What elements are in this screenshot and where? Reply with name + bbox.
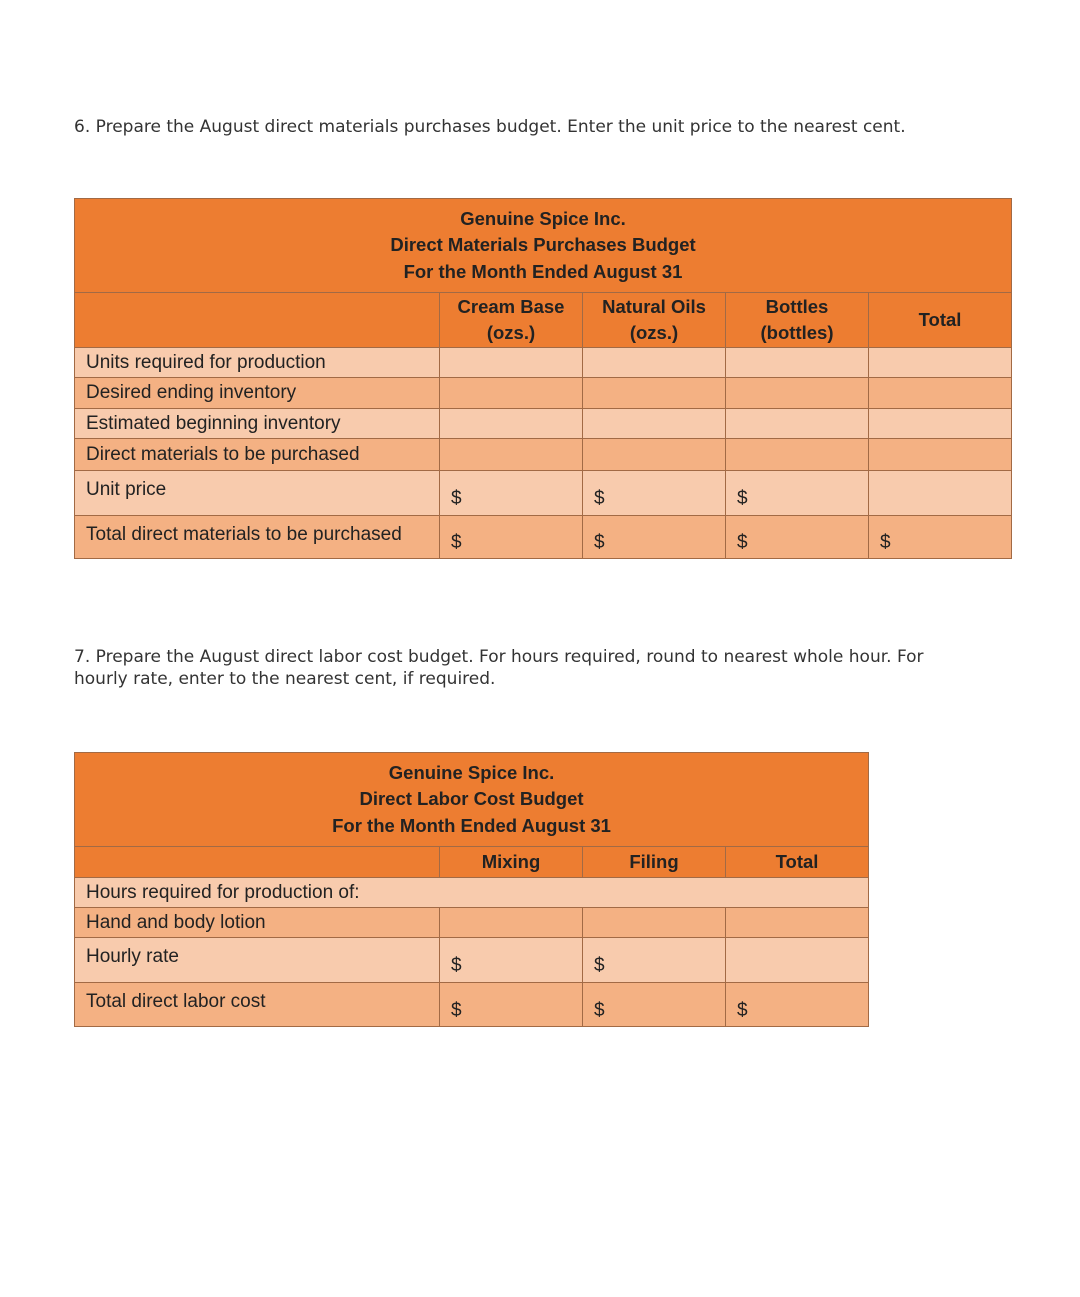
row-label-hand-body-lotion: Hand and body lotion bbox=[75, 908, 440, 938]
total-hourly-rate-input[interactable] bbox=[726, 938, 869, 983]
row-label-hourly-rate: Hourly rate bbox=[75, 938, 440, 983]
budget-period: For the Month Ended August 31 bbox=[403, 260, 683, 282]
budget-title: Direct Materials Purchases Budget bbox=[390, 234, 696, 256]
question-7-line-2: hourly rate, enter to the nearest cent, if required. bbox=[74, 669, 496, 689]
table-row bbox=[75, 439, 1012, 471]
column-header-blank bbox=[75, 847, 440, 878]
column-header-filing: Filing bbox=[583, 847, 726, 878]
cream-base-total-cost-input[interactable]: $ bbox=[440, 516, 583, 559]
column-header-cream-base: Cream Base (ozs.) bbox=[440, 293, 583, 348]
row-label-unit-price: Unit price bbox=[75, 471, 440, 516]
total-unit-price-input[interactable] bbox=[869, 471, 1012, 516]
cream-base-units-required-input[interactable] bbox=[440, 348, 583, 378]
row-label-total-labor-cost: Total direct labor cost bbox=[75, 983, 440, 1027]
total-units-required-input[interactable] bbox=[869, 348, 1012, 378]
table-row bbox=[75, 471, 1012, 516]
budget-title: Direct Labor Cost Budget bbox=[359, 788, 584, 810]
filing-hourly-rate-input[interactable]: $ bbox=[583, 938, 726, 983]
bottles-units-required-input[interactable] bbox=[726, 348, 869, 378]
question-6-text: 6. Prepare the August direct materials purchases budget. Enter the unit price to the nearest cent. bbox=[74, 117, 906, 137]
labor-budget-header bbox=[75, 753, 869, 847]
row-label-estimated-beginning: Estimated beginning inventory bbox=[75, 409, 440, 439]
materials-budget-header bbox=[75, 199, 1012, 293]
cream-base-to-be-purchased-input[interactable] bbox=[440, 439, 583, 471]
total-est-beginning-input[interactable] bbox=[869, 409, 1012, 439]
total-hours-input[interactable] bbox=[726, 908, 869, 938]
company-name: Genuine Spice Inc. bbox=[460, 207, 626, 229]
filing-total-cost-input[interactable]: $ bbox=[583, 983, 726, 1027]
question-7-line-1: 7. Prepare the August direct labor cost budget. For hours required, round to nearest whole hour. For bbox=[74, 647, 924, 667]
mixing-hours-input[interactable] bbox=[440, 908, 583, 938]
mixing-total-cost-input[interactable]: $ bbox=[440, 983, 583, 1027]
bottles-unit-price-input[interactable]: $ bbox=[726, 471, 869, 516]
row-label-to-be-purchased: Direct materials to be purchased bbox=[75, 439, 440, 471]
table-row bbox=[75, 378, 1012, 409]
budget-period: For the Month Ended August 31 bbox=[332, 814, 611, 836]
filing-hours-input[interactable] bbox=[583, 908, 726, 938]
bottles-to-be-purchased-input[interactable] bbox=[726, 439, 869, 471]
column-header-natural-oils: Natural Oils (ozs.) bbox=[583, 293, 726, 348]
labor-cost-budget-table bbox=[74, 752, 869, 1027]
column-header-bottles: Bottles (bottles) bbox=[726, 293, 869, 348]
column-header-mixing: Mixing bbox=[440, 847, 583, 878]
column-header-blank bbox=[75, 293, 440, 348]
mixing-hourly-rate-input[interactable]: $ bbox=[440, 938, 583, 983]
column-header-total: Total bbox=[726, 847, 869, 878]
table-row bbox=[75, 409, 1012, 439]
row-label-units-required: Units required for production bbox=[75, 348, 440, 378]
cream-base-unit-price-input[interactable]: $ bbox=[440, 471, 583, 516]
row-label-total-purchased: Total direct materials to be purchased bbox=[75, 516, 440, 559]
column-header-total: Total bbox=[869, 293, 1012, 348]
total-materials-cost-input[interactable]: $ bbox=[869, 516, 1012, 559]
table-row bbox=[75, 348, 1012, 378]
company-name: Genuine Spice Inc. bbox=[388, 761, 555, 783]
materials-purchases-budget-table bbox=[74, 198, 1012, 559]
row-label-hours-required: Hours required for production of: bbox=[75, 878, 869, 908]
question-7-text bbox=[74, 646, 924, 690]
table-row bbox=[75, 908, 869, 938]
natural-oils-unit-price-input[interactable]: $ bbox=[583, 471, 726, 516]
table-row bbox=[75, 983, 869, 1027]
row-label-desired-ending: Desired ending inventory bbox=[75, 378, 440, 409]
cream-base-desired-ending-input[interactable] bbox=[440, 378, 583, 409]
table-row bbox=[75, 938, 869, 983]
bottles-total-cost-input[interactable]: $ bbox=[726, 516, 869, 559]
total-labor-cost-input[interactable]: $ bbox=[726, 983, 869, 1027]
cream-base-est-beginning-input[interactable] bbox=[440, 409, 583, 439]
natural-oils-est-beginning-input[interactable] bbox=[583, 409, 726, 439]
table-row bbox=[75, 878, 869, 908]
bottles-est-beginning-input[interactable] bbox=[726, 409, 869, 439]
natural-oils-desired-ending-input[interactable] bbox=[583, 378, 726, 409]
bottles-desired-ending-input[interactable] bbox=[726, 378, 869, 409]
natural-oils-units-required-input[interactable] bbox=[583, 348, 726, 378]
total-desired-ending-input[interactable] bbox=[869, 378, 1012, 409]
total-to-be-purchased-input[interactable] bbox=[869, 439, 1012, 471]
natural-oils-to-be-purchased-input[interactable] bbox=[583, 439, 726, 471]
table-row bbox=[75, 516, 1012, 559]
natural-oils-total-cost-input[interactable]: $ bbox=[583, 516, 726, 559]
